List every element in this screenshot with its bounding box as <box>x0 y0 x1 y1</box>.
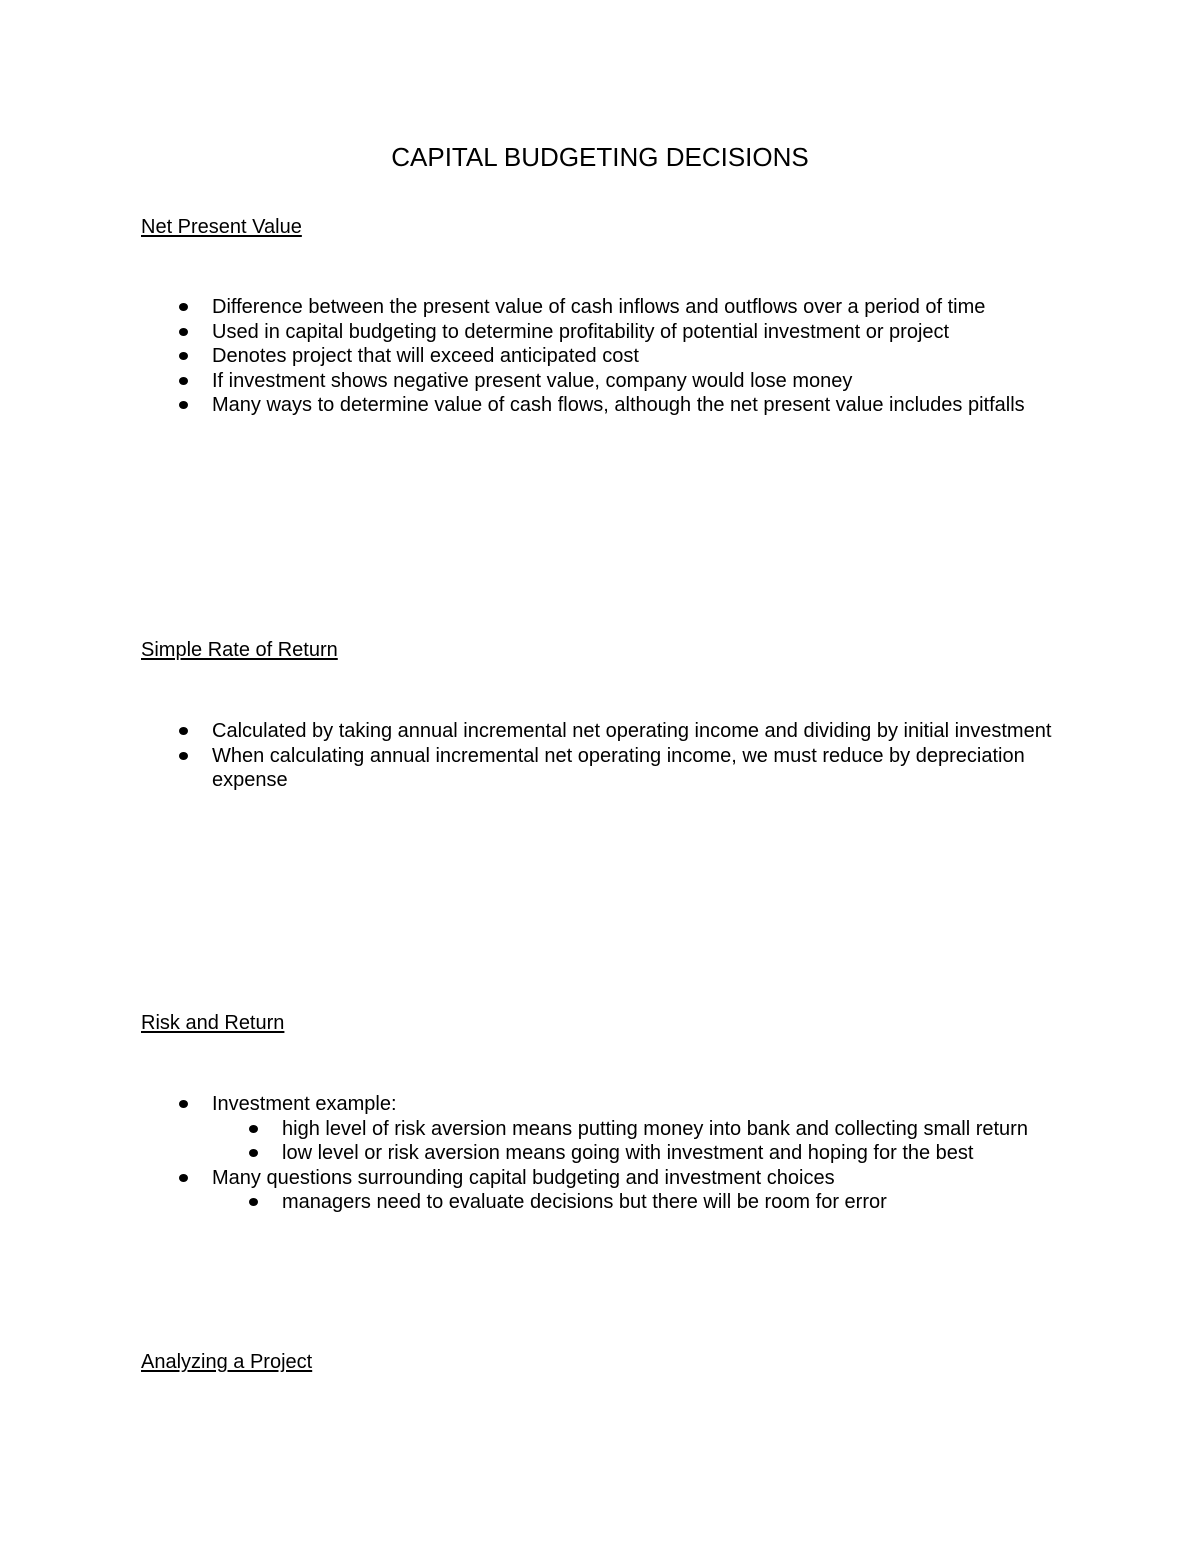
list-item: Investment example: <box>0 1092 1200 1117</box>
list-item: Difference between the present value of cash inflows and outflows over a period of time <box>0 295 1200 320</box>
list-item: If investment shows negative present value, company would lose money <box>0 369 1200 394</box>
list-item: Denotes project that will exceed anticipated cost <box>0 344 1200 369</box>
bullet-icon <box>249 1198 258 1206</box>
bullet-icon <box>179 328 188 336</box>
list-item: Many ways to determine value of cash flows, although the net present value includes pitfalls <box>0 393 1200 418</box>
section-heading-risk-and-return: Risk and Return <box>141 1012 285 1034</box>
list-item: Calculated by taking annual incremental net operating income and dividing by initial investment <box>0 719 1200 744</box>
bullet-icon <box>249 1125 258 1133</box>
list-item: low level or risk aversion means going with investment and hoping for the best <box>0 1141 1200 1166</box>
list-item: high level of risk aversion means putting money into bank and collecting small return <box>0 1117 1200 1142</box>
bullet-list-simple-rate-of-return <box>0 719 1200 793</box>
bullet-list-risk-and-return <box>0 1092 1200 1215</box>
list-item: Used in capital budgeting to determine profitability of potential investment or project <box>0 320 1200 345</box>
list-item: When calculating annual incremental net operating income, we must reduce by depreciation expense <box>0 744 1200 793</box>
bullet-icon <box>179 377 188 385</box>
section-heading-net-present-value: Net Present Value <box>141 216 302 238</box>
bullet-icon <box>179 1174 188 1182</box>
bullet-icon <box>179 303 188 311</box>
bullet-icon <box>249 1149 258 1157</box>
bullet-list-net-present-value <box>0 295 1200 418</box>
list-item: managers need to evaluate decisions but there will be room for error <box>0 1190 1200 1215</box>
bullet-icon <box>179 752 188 760</box>
document-title: CAPITAL BUDGETING DECISIONS <box>391 142 809 172</box>
section-heading-simple-rate-of-return: Simple Rate of Return <box>141 639 338 661</box>
bullet-icon <box>179 401 188 409</box>
section-heading-analyzing-a-project: Analyzing a Project <box>141 1351 313 1373</box>
bullet-icon <box>179 1100 188 1108</box>
bullet-icon <box>179 727 188 735</box>
list-item: Many questions surrounding capital budgeting and investment choices <box>0 1166 1200 1191</box>
bullet-icon <box>179 352 188 360</box>
